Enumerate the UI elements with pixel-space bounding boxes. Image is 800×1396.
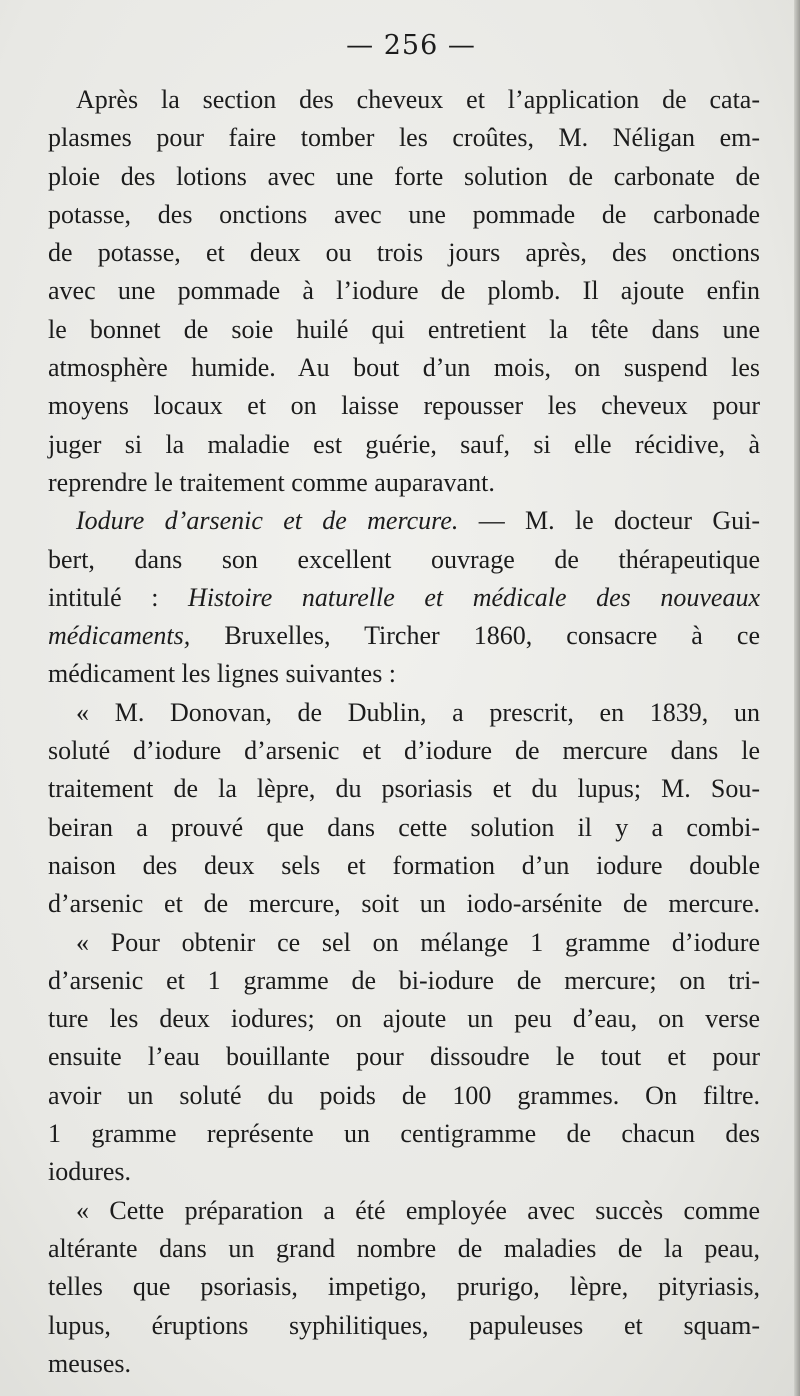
- text-line: bert, dans son excellent ouvrage de thérapeutique: [48, 544, 760, 574]
- text-line: ture les deux iodures; on ajoute un peu d’eau, on verse: [48, 1004, 760, 1034]
- book-title-end: médicaments,: [48, 621, 191, 651]
- book-title: Histoire naturelle et médicale des nouveaux: [188, 582, 760, 612]
- text-line: [48, 579, 760, 617]
- text-line: lupus, éruptions syphilitiques, papuleuses et squam-: [48, 1310, 760, 1340]
- text-line: « Cette préparation a été employée avec succès comme: [76, 1195, 760, 1225]
- text-line: altérante dans un grand nombre de maladies de la peau,: [48, 1233, 760, 1263]
- publisher-info: Bruxelles, Tircher 1860, consacre à ce: [224, 621, 760, 651]
- text-line: meuses.: [48, 1348, 132, 1378]
- page-edge-shadow: [794, 0, 800, 1396]
- section-heading: Iodure d’arsenic et de mercure.: [76, 506, 459, 536]
- page-number: — 256 —: [346, 30, 476, 61]
- text-line: reprendre le traitement comme auparavant.: [48, 467, 495, 497]
- quote-paragraph-3: [48, 1192, 760, 1383]
- text-line: [48, 617, 760, 655]
- text-line: ploie des lotions avec une forte solution de carbonate de: [48, 161, 760, 191]
- text-line: beiran a prouvé que dans cette solution il y a combi-: [48, 812, 760, 842]
- text-line: médicament les lignes suivantes :: [48, 659, 397, 689]
- text-line: atmosphère humide. Au bout d’un mois, on suspend les: [48, 353, 760, 383]
- text-line: iodures.: [48, 1157, 132, 1187]
- text-line: soluté d’iodure d’arsenic et d’iodure de mercure dans le: [48, 736, 760, 766]
- quote-paragraph-2: [48, 924, 760, 1192]
- text-line: « Pour obtenir ce sel on mélange 1 gramme d’iodure: [76, 927, 760, 957]
- text-line: avoir un soluté du poids de 100 grammes. On filtre.: [48, 1080, 760, 1110]
- text-line: le bonnet de soie huilé qui entretient la tête dans une: [48, 314, 760, 344]
- text-line: telles que psoriasis, impetigo, prurigo, lèpre, pityriasis,: [48, 1272, 760, 1302]
- quote-paragraph-1: [48, 694, 760, 924]
- paragraph-treatment: [48, 81, 760, 502]
- text-line: avec une pommade à l’iodure de plomb. Il ajoute enfin: [48, 276, 760, 306]
- text-line: [48, 502, 760, 540]
- text-line: 1 gramme représente un centigramme de chacun des: [48, 1119, 760, 1149]
- text-line: « M. Donovan, de Dublin, a prescrit, en 1839, un: [76, 697, 760, 727]
- paragraph-section-intro: [48, 502, 760, 693]
- text-line: potasse, des onctions avec une pommade de carbonade: [48, 199, 760, 229]
- text-line: naison des deux sels et formation d’un iodure double: [48, 850, 760, 880]
- text-line: moyens locaux et on laisse repousser les cheveux pour: [48, 391, 760, 421]
- body-text: [48, 81, 760, 1383]
- text-line: de potasse, et deux ou trois jours après, des onctions: [48, 238, 760, 268]
- text-line: d’arsenic et 1 gramme de bi-iodure de mercure; on tri-: [48, 965, 760, 995]
- section-heading-rest: — M. le docteur Gui-: [478, 506, 760, 536]
- text-line: juger si la maladie est guérie, sauf, si elle récidive, à: [48, 429, 760, 459]
- text-line: traitement de la lèpre, du psoriasis et du lupus; M. Sou-: [48, 774, 760, 804]
- title-intro: intitulé :: [48, 582, 159, 612]
- text-line: ensuite l’eau bouillante pour dissoudre le tout et pour: [48, 1042, 760, 1072]
- text-line: d’arsenic et de mercure, soit un iodo-arsénite de mercure.: [48, 889, 760, 919]
- text-line: Après la section des cheveux et l’application de cata-: [76, 85, 760, 114]
- text-line: plasmes pour faire tomber les croûtes, M. Néligan em-: [48, 123, 760, 153]
